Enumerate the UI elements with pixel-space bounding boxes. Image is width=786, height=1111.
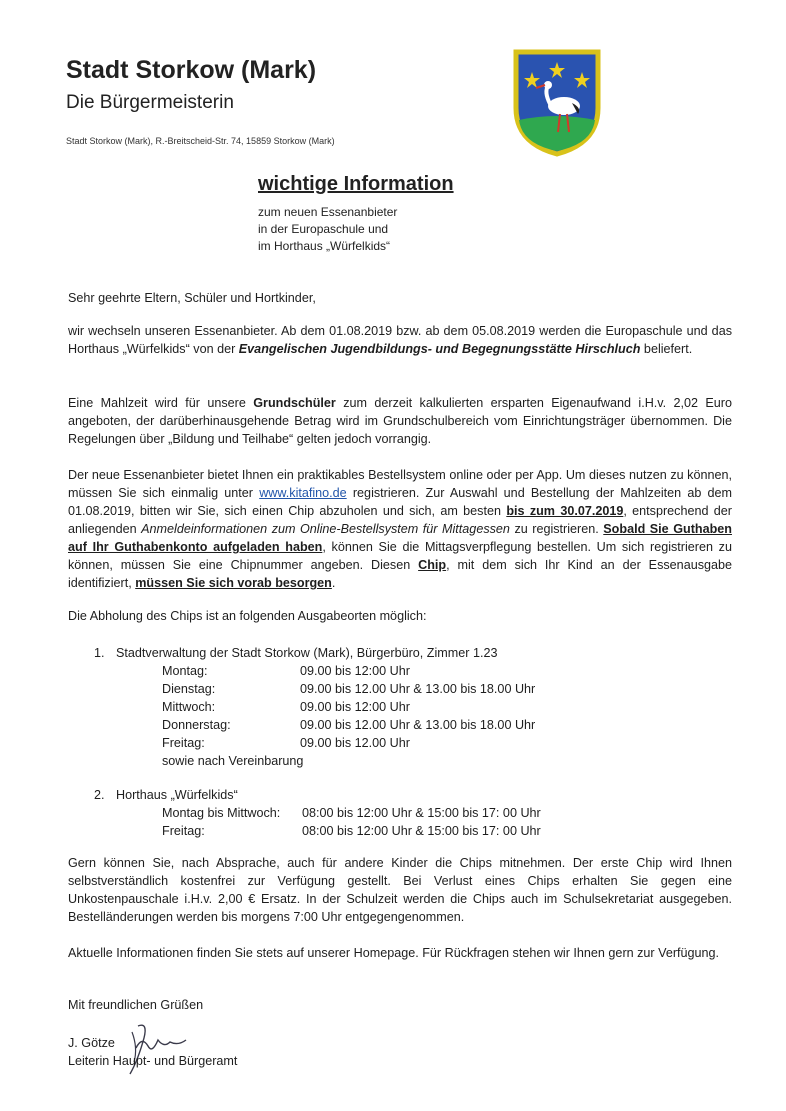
text: registrieren. Zur Auswahl und Bestellung der Mahlzeiten ab dem 01.08.2019, bitten wir Sie, sich einen Chip abzuholen und sich, am besten bbox=[68, 486, 732, 518]
text: beliefert. bbox=[640, 342, 693, 356]
day: Mittwoch: bbox=[162, 700, 216, 714]
time: 09.00 bis 12:00 Uhr bbox=[300, 700, 410, 714]
paragraph-ordering-system bbox=[68, 466, 732, 592]
time: 08:00 bis 12:00 Uhr & 15:00 bis 17: 00 Uhr bbox=[302, 806, 541, 820]
hours-row bbox=[162, 680, 535, 698]
hours-row bbox=[162, 822, 541, 840]
text: , entsprechend der anliegenden bbox=[68, 504, 733, 536]
time: 09.00 bis 12.00 Uhr & 13.00 bis 18.00 Uhr bbox=[300, 682, 536, 696]
sender-address: Stadt Storkow (Mark), R.-Breitscheid-Str. 74, 15859 Storkow (Mark) bbox=[66, 136, 335, 146]
info-line: zum neuen Essenanbieter bbox=[258, 205, 398, 219]
time: 09.00 bis 12:00 Uhr bbox=[300, 664, 410, 678]
location-name: Stadtverwaltung der Stadt Storkow (Mark), Bürgerbüro, Zimmer 1.23 bbox=[116, 646, 498, 660]
obtain-notice: müssen Sie sich vorab besorgen bbox=[135, 576, 332, 590]
credit-notice: Sobald Sie Guthaben auf Ihr Guthabenkonto aufgeladen haben bbox=[68, 522, 732, 554]
info-line: im Horthaus „Würfelkids“ bbox=[258, 239, 391, 253]
deadline: bis zum 30.07.2019 bbox=[506, 504, 624, 518]
page-title: Stadt Storkow (Mark) bbox=[66, 56, 317, 84]
paragraph-provider-change bbox=[68, 322, 732, 358]
text: , können Sie die Mittagsverpflegung bestellen. Um sich registrieren zu können, müssen Sie eine Chipnummer angeben. Diesen bbox=[68, 540, 732, 572]
hours-note: sowie nach Vereinbarung bbox=[162, 754, 304, 768]
paragraph-homepage bbox=[68, 944, 732, 962]
text: Der neue Essenanbieter bietet Ihnen ein praktikables Bestellsystem online oder per App. Um dieses nutzen zu können, müssen Sie sich einmalig unter bbox=[68, 468, 732, 500]
text: Gern können Sie, nach Absprache, auch für andere Kinder die Chips mitnehmen. Der erste Chip wird Ihnen selbstverständlich kostenfrei zur Verfügung gestellt. Bei Verlust eines Chips erhalten Sie gegen eine Unkostenpauschale i.H.v. 2,00 € Ersatz. In der Schulzeit werden die Chips auch im Schulsekretariat ausgegeben. Bestelländerungen werden bis morgens 7:00 Uhr entgegengenommen. bbox=[68, 856, 732, 924]
info-subtitle bbox=[258, 204, 397, 255]
closing: Mit freundlichen Grüßen bbox=[68, 998, 204, 1012]
day: Montag bis Mittwoch: bbox=[162, 806, 281, 820]
day: Donnerstag: bbox=[162, 718, 231, 732]
list-number: 1. bbox=[94, 646, 105, 660]
kitafino-link[interactable]: www.kitafino.de bbox=[259, 486, 347, 500]
time: 08:00 bis 12:00 Uhr & 15:00 bis 17: 00 Uhr bbox=[302, 824, 541, 838]
text: , mit dem sich Ihr Kind an der Essenausgabe identifiziert, bbox=[68, 558, 733, 590]
provider-name: Evangelischen Jugendbildungs- und Begegnungsstätte Hirschluch bbox=[238, 342, 641, 356]
chip-emphasis: Chip bbox=[418, 558, 447, 572]
hours-row bbox=[162, 716, 535, 734]
hours-row bbox=[162, 662, 410, 680]
text: wir wechseln unseren Essenanbieter. Ab dem 01.08.2019 bzw. ab dem 05.08.2019 werden die Europaschule und das Horthaus „Würfelkids“ von der bbox=[68, 324, 732, 356]
page-subtitle: Die Bürgermeisterin bbox=[66, 92, 234, 113]
stork-coat-of-arms-icon bbox=[512, 48, 602, 158]
time: 09.00 bis 12.00 Uhr bbox=[300, 736, 410, 750]
signatory-role: Leiterin Haupt- und Bürgeramt bbox=[68, 1054, 238, 1068]
info-line: in der Europaschule und bbox=[258, 222, 389, 236]
paragraph-meal-cost bbox=[68, 394, 732, 448]
text: Aktuelle Informationen finden Sie stets auf unserer Homepage. Für Rückfragen stehen wir Ihnen gern zur Verfügung. bbox=[68, 946, 720, 960]
day: Montag: bbox=[162, 664, 208, 678]
day: Freitag: bbox=[162, 736, 205, 750]
signatory-name: J. Götze bbox=[68, 1036, 115, 1050]
hours-row bbox=[162, 698, 410, 716]
text: . bbox=[331, 576, 336, 590]
location-name: Horthaus „Würfelkids“ bbox=[116, 788, 238, 802]
time: 09.00 bis 12.00 Uhr & 13.00 bis 18.00 Uhr bbox=[300, 718, 536, 732]
text: Eine Mahlzeit wird für unsere bbox=[68, 396, 254, 410]
emphasis-grundschueler: Grundschüler bbox=[253, 396, 336, 410]
day: Dienstag: bbox=[162, 682, 216, 696]
list-number: 2. bbox=[94, 788, 105, 802]
pickup-intro: Die Abholung des Chips ist an folgenden Ausgabeorten möglich: bbox=[68, 609, 427, 623]
paragraph-chip-info bbox=[68, 854, 732, 926]
info-title: wichtige Information bbox=[258, 173, 454, 195]
registration-info-title: Anmeldeinformationen zum Online-Bestellsystem für Mittagessen bbox=[141, 522, 510, 536]
day: Freitag: bbox=[162, 824, 205, 838]
hours-row bbox=[162, 734, 410, 752]
hours-row bbox=[162, 804, 541, 822]
text: zu registrieren. bbox=[509, 522, 604, 536]
greeting: Sehr geehrte Eltern, Schüler und Hortkinder, bbox=[68, 291, 316, 305]
text: zum derzeit kalkulierten ersparten Eigenaufwand i.H.v. 2,02 Euro angeboten, der darüberhinausgehende Betrag wird im Grundschulbereich vom Einrichtungsträger übernommen. Die Regelungen über „Bildung und Teilhabe“ gelten jedoch vorrangig. bbox=[68, 396, 732, 446]
